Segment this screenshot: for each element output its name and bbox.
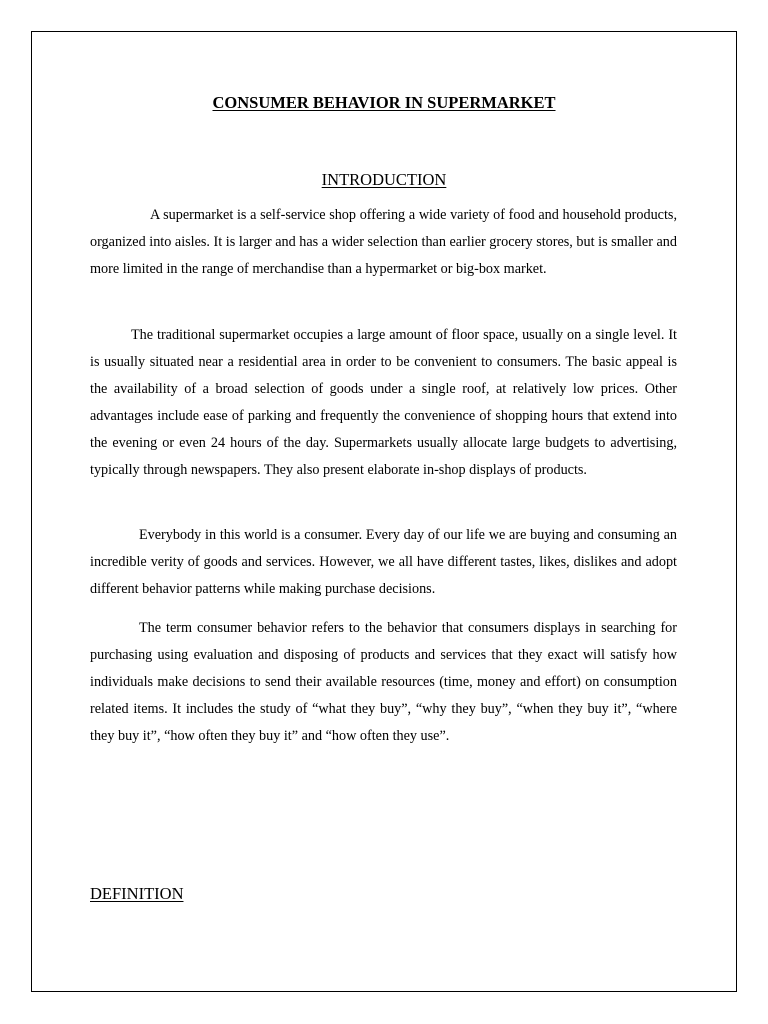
definition-heading: DEFINITION [90, 884, 184, 903]
paragraph-consumer-behavior-term: The term consumer behavior refers to the behavior that consumers displays in searching for purchasing using evaluation and disposing of products and services that they exact will satisfy how individuals make decisions to send their available resources (time, money and effort) on consumption related items. It includes the study of “what they buy”, “why they buy”, “when they buy it”, “where they buy it”, “how often they buy it” and “how often they use”. [90, 620, 677, 744]
paragraph-everybody-consumer: Everybody in this world is a consumer. Every day of our life we are buying and consuming an incredible verity of goods and services. However, we all have different tastes, likes, dislikes and adopt different behavior patterns while making purchase decisions. [90, 527, 677, 597]
paragraph-supermarket-definition: A supermarket is a self-service shop offering a wide variety of food and household products, organized into aisles. It is larger and has a wider selection than earlier grocery stores, but is smaller and more limited in the range of merchandise than a hypermarket or big-box market. [90, 207, 677, 277]
document-title: CONSUMER BEHAVIOR IN SUPERMARKET [212, 93, 556, 112]
paragraph-traditional-supermarket: The traditional supermarket occupies a large amount of floor space, usually on a single level. It is usually situated near a residential area in order to be convenient to consumers. The basic appeal is the availability of a broad selection of goods under a single roof, at relatively low prices. Other advantages include ease of parking and frequently the convenience of shopping hours that extend into the evening or even 24 hours of the day. Supermarkets usually allocate large budgets to advertising, typically through newspapers. They also present elaborate in-shop displays of products. [90, 327, 677, 478]
introduction-heading: INTRODUCTION [321, 170, 447, 189]
